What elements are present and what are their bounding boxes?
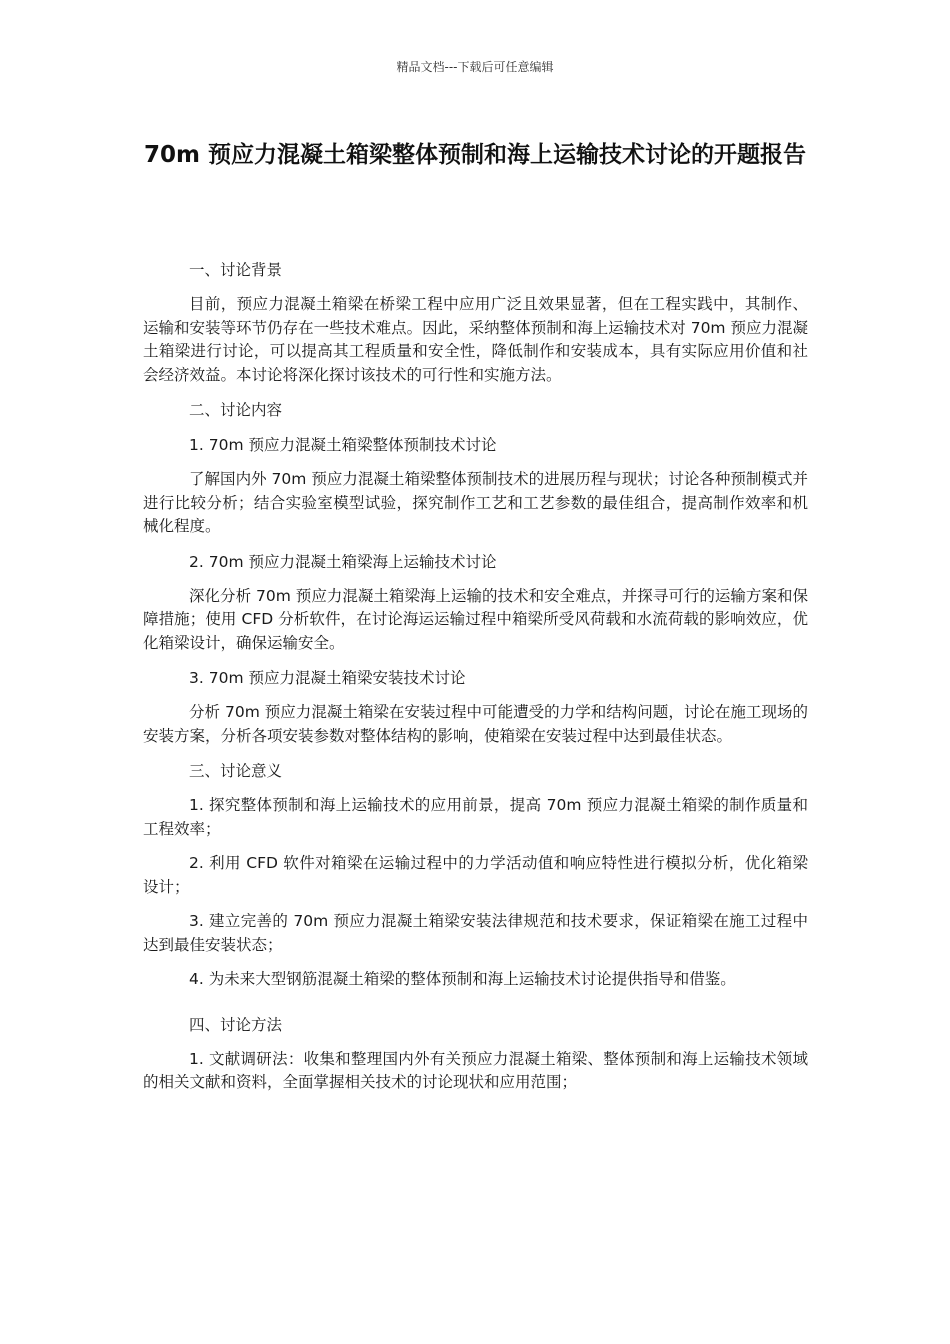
subheading-prefabrication: 1. 70m 预应力混凝土箱梁整体预制技术讨论 — [189, 436, 497, 454]
page-header: 精品文档---下载后可任意编辑 — [396, 60, 554, 74]
list-item: 4. 为未来大型钢筋混凝土箱梁的整体预制和海上运输技术讨论提供指导和借鉴。 — [189, 970, 736, 988]
subheading-sea-transport: 2. 70m 预应力混凝土箱梁海上运输技术讨论 — [189, 552, 497, 571]
list-item: 3. 建立完善的 70m 预应力混凝土箱梁安装法律规范和技术要求，保证箱梁在施工过程中达到最佳安装状态； — [143, 912, 808, 954]
spacer — [143, 1003, 808, 1013]
section-heading-content: 二、讨论内容 — [189, 401, 283, 419]
document-title: 70m 预应力混凝土箱梁整体预制和海上运输技术讨论的开题报告 — [144, 142, 806, 168]
document-body — [143, 258, 808, 1106]
section-heading-methods: 四、讨论方法 — [189, 1015, 283, 1034]
paragraph-background: 目前，预应力混凝土箱梁在桥梁工程中应用广泛且效果显著，但在工程实践中，其制作、运输和安装等环节仍存在一些技术难点。因此，采纳整体预制和海上运输技术对 70m 预应力混凝土箱梁进行讨论，可以提高其工程质量和安全性，降低制作和安装成本，具有实际应用价值和社会经济效益。本讨论将深化探讨该技术的可行性和实施方法。 — [143, 295, 808, 384]
section-heading-significance: 三、讨论意义 — [189, 762, 283, 780]
subheading-installation: 3. 70m 预应力混凝土箱梁安装技术讨论 — [189, 669, 466, 687]
paragraph-sea-transport: 深化分析 70m 预应力混凝土箱梁海上运输的技术和安全难点，并探寻可行的运输方案和保障措施；使用 CFD 分析软件，在讨论海运运输过程中箱梁所受风荷载和水流荷载的影响效应，优化箱梁设计，确保运输安全。 — [143, 586, 808, 652]
list-item: 1. 探究整体预制和海上运输技术的应用前景，提高 70m 预应力混凝土箱梁的制作质量和工程效率； — [143, 796, 808, 838]
list-item: 2. 利用 CFD 软件对箱梁在运输过程中的力学活动值和响应特性进行模拟分析，优化箱梁设计； — [143, 854, 808, 896]
section-heading-background: 一、讨论背景 — [189, 261, 283, 279]
list-item: 1. 文献调研法：收集和整理国内外有关预应力混凝土箱梁、整体预制和海上运输技术领域的相关文献和资料，全面掌握相关技术的讨论现状和应用范围； — [143, 1049, 808, 1091]
paragraph-prefabrication: 了解国内外 70m 预应力混凝土箱梁整体预制技术的进展历程与现状；讨论各种预制模式并进行比较分析；结合实验室模型试验，探究制作工艺和工艺参数的最佳组合，提高制作效率和机械化程度。 — [143, 470, 808, 535]
paragraph-installation: 分析 70m 预应力混凝土箱梁在安装过程中可能遭受的力学和结构问题，讨论在施工现场的安装方案，分析各项安装参数对整体结构的影响，使箱梁在安装过程中达到最佳状态。 — [143, 703, 808, 745]
